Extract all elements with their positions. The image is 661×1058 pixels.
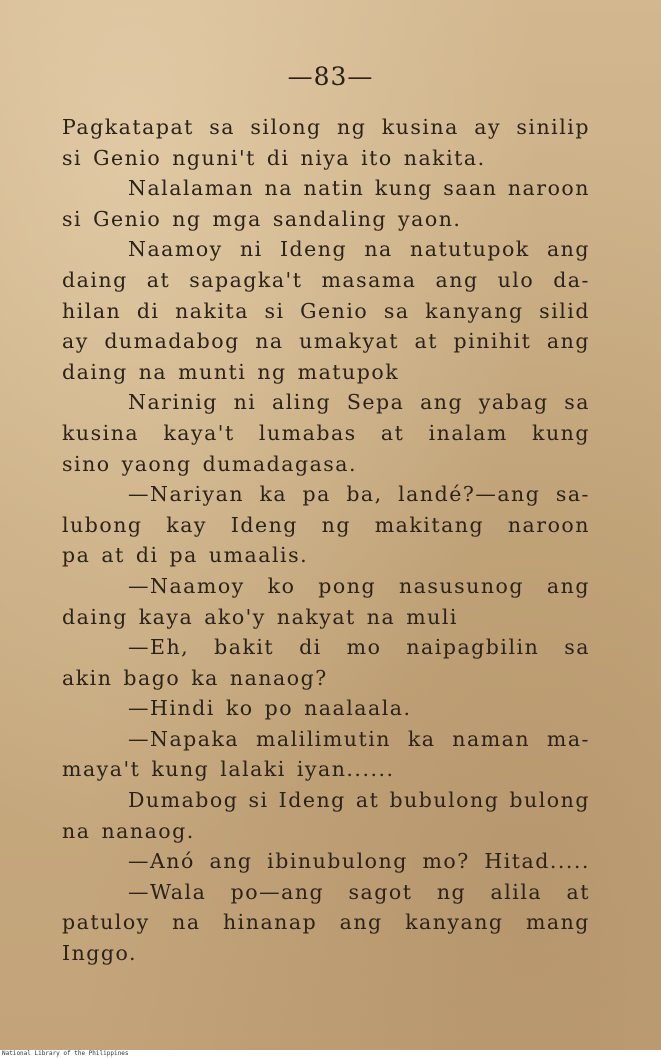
text-line [62, 296, 590, 327]
word: sa [564, 635, 590, 660]
word: ang [339, 910, 383, 935]
word: lalaki [220, 757, 286, 782]
text-line [62, 540, 590, 571]
word: sa- [555, 482, 590, 507]
word: daing [62, 267, 128, 292]
word: pinihit [453, 329, 532, 354]
word: sinilip [516, 115, 590, 139]
word: sino [62, 451, 111, 476]
word: ay [474, 115, 502, 139]
word: landé?—ang [398, 482, 541, 507]
word: muli [406, 604, 458, 629]
text-line [62, 571, 590, 602]
word: kay [166, 512, 208, 537]
word: ka [407, 726, 436, 751]
word: ng [172, 206, 202, 231]
word: daing [62, 359, 128, 384]
word: nakita. [403, 145, 486, 170]
word: niya [300, 145, 351, 170]
word: naipagbilin [406, 635, 540, 660]
word: ibinubulong [267, 849, 408, 874]
word: kaya [138, 604, 194, 629]
word: ni [239, 237, 263, 262]
text-line [62, 877, 590, 908]
word: ay [62, 329, 89, 354]
word: Genio [300, 298, 369, 323]
word: ko [225, 696, 254, 721]
text-line [62, 387, 590, 418]
word: patuloy [62, 910, 150, 935]
text-line [62, 479, 590, 510]
word: saan [443, 176, 498, 201]
word: kaya't [163, 420, 235, 445]
word: ang [420, 390, 464, 415]
word: nakyat [276, 604, 356, 629]
word: —Eh, [128, 635, 190, 660]
word: si [264, 298, 285, 323]
word: Ideng [278, 788, 346, 813]
word: sa [564, 390, 590, 415]
word: ka [259, 482, 288, 507]
word: aling [272, 390, 332, 415]
text-line [62, 663, 590, 694]
word: kusina [62, 420, 140, 445]
text-line [62, 938, 590, 969]
word: mo? [422, 849, 470, 874]
word: mo [346, 635, 382, 660]
word: ulo [497, 267, 535, 292]
word: di [135, 543, 159, 568]
word: lubong [62, 512, 143, 537]
word: makitang [374, 512, 485, 537]
word: munti [178, 359, 247, 384]
word: at [566, 879, 590, 904]
word: —Napaka [128, 726, 240, 751]
word: iyan...... [296, 757, 395, 782]
word: pa [302, 482, 331, 507]
word: ang [209, 849, 253, 874]
text-line [62, 143, 590, 174]
word: kanyang [425, 298, 524, 323]
word: maya't [62, 757, 141, 782]
word: daing [62, 604, 128, 629]
word: sandaling [272, 206, 388, 231]
text-line [62, 357, 590, 388]
word: na [62, 818, 91, 843]
word: ko [267, 573, 296, 598]
word: masama [321, 267, 417, 292]
text-line [62, 846, 590, 877]
word: Pagkatapat [62, 115, 194, 139]
word: —Wala [128, 879, 207, 904]
word: mga [212, 206, 262, 231]
text-line [62, 112, 590, 143]
word: inalam [428, 420, 508, 445]
word: naroon [507, 512, 590, 537]
word: kung [151, 757, 210, 782]
word: ng [321, 512, 351, 537]
word: silong [250, 115, 322, 139]
footer-credit: National Library of the Philippines [2, 1050, 129, 1057]
word: po [264, 696, 294, 721]
word: nanaog. [101, 818, 195, 843]
word: mang [525, 910, 590, 935]
word: —Hindi [128, 696, 215, 721]
text-line [62, 418, 590, 449]
word: at [101, 543, 125, 568]
text-line [62, 510, 590, 541]
word: ako'y [204, 604, 266, 629]
text-line [62, 449, 590, 480]
word: silid [539, 298, 590, 323]
word: umaalis. [208, 543, 309, 568]
word: Naamoy [128, 237, 223, 262]
word: ito [361, 145, 393, 170]
word: di [299, 635, 322, 660]
word: yaon. [398, 206, 462, 231]
word: at [146, 267, 171, 292]
word: nasusunog [398, 573, 525, 598]
word: kung [374, 176, 433, 201]
word: na [138, 359, 168, 384]
word: —Anó [128, 849, 195, 874]
word: Inggo. [62, 941, 138, 966]
word: sapagka't [189, 267, 303, 292]
word: kusina [381, 115, 459, 139]
word: ma- [546, 726, 590, 751]
word: na [172, 910, 201, 935]
word: bubulong [389, 788, 500, 813]
text-line [62, 724, 590, 755]
word: nanaog? [229, 665, 328, 690]
word: Dumabog [128, 788, 239, 813]
text-line [62, 234, 590, 265]
word: na [255, 329, 284, 354]
word: bulong [509, 788, 590, 813]
word: Ideng [230, 512, 298, 537]
word: ang [546, 573, 590, 598]
word: sa [209, 115, 236, 139]
word: alila [490, 879, 543, 904]
word: —Nariyan [128, 482, 245, 507]
word: yabag [478, 390, 549, 415]
word: sagot [348, 879, 413, 904]
page-number: —83— [287, 62, 374, 91]
word: nakita [175, 298, 249, 323]
word: Ideng [279, 237, 348, 262]
word: ng [436, 879, 467, 904]
word: malilimutin [255, 726, 391, 751]
word: Hitad..... [484, 849, 590, 874]
word: pong [318, 573, 377, 598]
word: bakit [214, 635, 275, 660]
word: Sepa [346, 390, 405, 415]
word: at [414, 329, 438, 354]
word: na [366, 604, 396, 629]
word: ng [337, 115, 367, 139]
word: kanyang [405, 910, 504, 935]
word: hilan [62, 298, 122, 323]
word: si [62, 145, 83, 170]
word: ni [233, 390, 257, 415]
word: Genio [93, 206, 162, 231]
word: di [266, 145, 290, 170]
word: bago [123, 665, 181, 690]
text-line [62, 602, 590, 633]
text-line [62, 693, 590, 724]
word: naman [452, 726, 531, 751]
word: po—ang [230, 879, 325, 904]
word: naroon [507, 176, 590, 201]
word: si [248, 788, 269, 813]
word: Genio [93, 145, 162, 170]
text-line [62, 754, 590, 785]
word: pa [169, 543, 198, 568]
word: hinanap [222, 910, 318, 935]
word: sa [383, 298, 410, 323]
word: ka [191, 665, 219, 690]
word: umakyat [299, 329, 399, 354]
text-line [62, 265, 590, 296]
word: akin [62, 665, 113, 690]
text-line [62, 785, 590, 816]
text-line [62, 173, 590, 204]
word: dumadabog [104, 329, 240, 354]
text-line [62, 204, 590, 235]
word: pa [62, 543, 91, 568]
word: dumadagasa. [202, 451, 358, 476]
word: at [355, 788, 380, 813]
word: —Naamoy [128, 573, 245, 598]
word: yaong [121, 451, 192, 476]
word: na [364, 237, 393, 262]
word: ang [546, 237, 590, 262]
text-line [62, 816, 590, 847]
word: di [136, 298, 160, 323]
word: lumabas [258, 420, 357, 445]
text-line [62, 326, 590, 357]
word: Nalalaman [128, 176, 255, 201]
body-text [62, 112, 590, 969]
word: matupok [297, 359, 400, 384]
word: Narinig [128, 390, 218, 415]
word: natutupok [410, 237, 530, 262]
word: at [380, 420, 405, 445]
text-line [62, 907, 590, 938]
word: na [264, 176, 293, 201]
word: ng [257, 359, 287, 384]
word: natin [303, 176, 365, 201]
word: ang [546, 329, 590, 354]
word: kung [532, 420, 590, 445]
text-line [62, 632, 590, 663]
word: nguni't [172, 145, 256, 170]
word: ang [435, 267, 479, 292]
word: ba, [346, 482, 383, 507]
word: da- [553, 267, 590, 292]
word: si [62, 206, 83, 231]
word: naalaala. [304, 696, 412, 721]
